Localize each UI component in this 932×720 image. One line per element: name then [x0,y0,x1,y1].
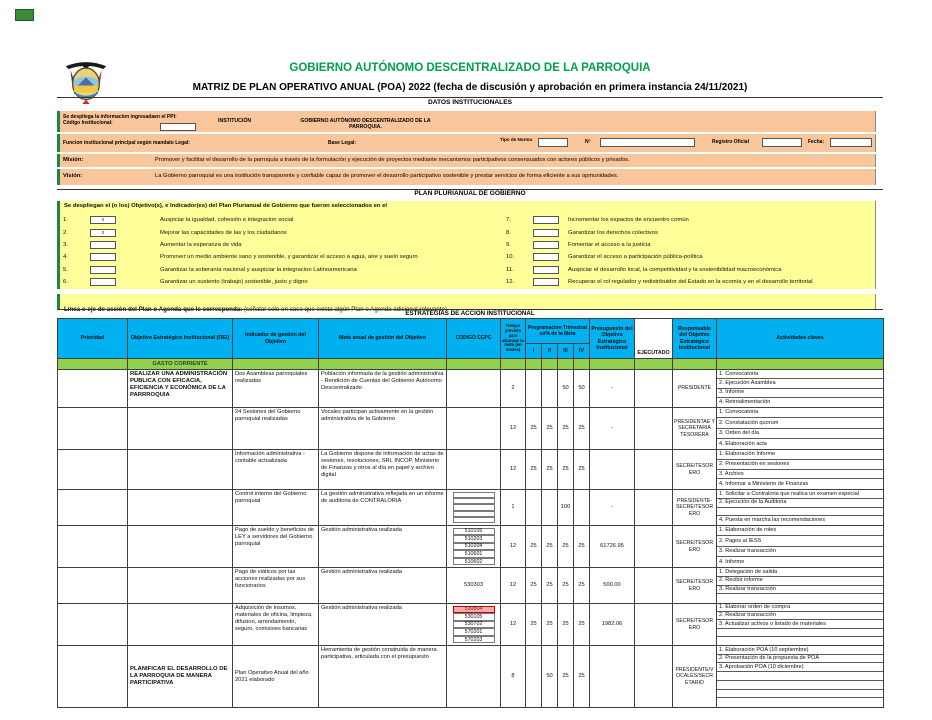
plan-item-text: Fomentar el acceso a la justicia [568,241,651,248]
registro-oficial-input[interactable] [762,138,802,147]
prioridad-cell [58,408,128,450]
actividad-line: 3. Realizar transacción [717,586,883,595]
actividad-line: 1. Elaboración de roles [717,526,883,536]
gasto-corriente-row [58,359,884,370]
presupuesto-cell: 500.00 [590,568,635,604]
gasto-cell [717,359,884,370]
plan-item-text: Garantizar la soberanía nacional y auspiciar la integracion Latinoamericana [160,266,357,273]
plan-item-number: 12. [506,279,515,286]
plan-item-text: Garantizar un sustento (trabajo) sostenible, justo y digno [160,279,308,286]
meta-cell: Gestión administrativa realizada [319,526,447,568]
plan-item-checkbox[interactable] [533,253,559,261]
indicador-cell: Pago de viáticos por las acciones realizadas por sus funcionarios [233,568,319,604]
responsable-text: PRESIDENTE- SECRE/TESOR ERO [675,498,714,517]
prioridad-cell [58,526,128,568]
actividad-line: 2. Ejecución de la Auditoria [717,499,883,508]
plan-item-checkbox[interactable]: x [90,216,116,224]
actividad-line: 2. Constatación quorum [717,418,883,428]
oei-cell [128,450,233,490]
plan-item-number: 4. [63,254,68,261]
actividad-line: 3. Informe [717,389,883,398]
actividad-line: 3. Aprobación POA (10 diciembre) [717,663,883,672]
prioridad-cell [58,568,128,604]
actividad-line [717,594,883,603]
trim-q1-cell: 25 [526,408,542,450]
actividad-line: 3. Orden del día [717,429,883,439]
plan-item-text: Mejorar las capacidades de las y los ciudadanos [160,229,287,236]
col-header-codigo: CODIGO CCPC [447,319,501,359]
actividad-line: 2. Recibir informe [717,577,883,586]
trim-q1-cell: 25 [526,450,542,490]
ejecutado-cell [635,604,673,646]
col-header-responsable: Responsable del Objetivo Estratégico Institucional [673,319,717,359]
oei-cell [128,604,233,646]
trim-q1-cell [526,370,542,408]
plan-item-number: 8. [506,229,511,236]
datos-section-title: DATOS INSTITUCIONALES [427,99,512,106]
actividad-line: 4. Puesta en marcha las recomendaciones [719,517,826,524]
datos-row-institucion [57,111,876,132]
actividad-line [717,690,883,699]
trim-q4-cell: 25 [574,408,590,450]
trim-q2-cell: 25 [542,450,558,490]
oei-cell [128,408,233,450]
plan-item-checkbox[interactable] [533,216,559,224]
gasto-cell [635,359,673,370]
ejecutado-cell [635,526,673,568]
actividad-line: 2. Ejecución Asamblea [717,379,883,388]
plan-item [506,214,874,226]
vision-label: Visión: [63,173,83,179]
gasto-cell [574,359,590,370]
tiempo-cell: 8 [501,646,526,708]
poa-row [58,408,884,450]
responsable-cell [673,646,717,708]
linea-accion-bar [57,294,876,313]
trim-q2-cell: 25 [542,604,558,646]
responsable-cell [673,526,717,568]
plan-item [63,214,501,226]
actividad-line: 2. Presentación de la propuesta de POA [717,655,883,664]
actividad-line [717,672,883,681]
gasto-cell [558,359,574,370]
plan-item-number: 2. [63,229,68,236]
meta-cell: Herramienta de gestión construida de manera participativa, articulada con el presupuesto [319,646,447,708]
col-header-actividades: Actividades claves [717,319,884,359]
poa-row [58,646,884,708]
meta-cell: Gestión administrativa realizada [319,568,447,604]
oei-cell [128,526,233,568]
poa-row [58,370,884,408]
poa-row [58,568,884,604]
registro-oficial-label: Registro Oficial [712,139,749,145]
plan-items-left [63,214,501,288]
col-header-q4: IV [574,343,589,358]
actividades-cell [717,490,884,526]
mision-label: Misión: [63,157,84,163]
codigo-cell [447,370,501,408]
presupuesto-cell: 61726.95 [590,526,635,568]
gasto-cell [447,359,501,370]
actividades-cell [717,450,884,490]
actividades-cell [717,568,884,604]
presupuesto-cell: - [590,490,635,526]
col-header-q2: II [542,343,558,358]
oei-cell: PLANIFICAR EL DESARROLLO DE LA PARROQUIA DE MANERA PARTICIPATIVA [128,646,233,708]
datos-row-legal [57,134,876,152]
actividades-cell [717,408,884,450]
fecha-label: Fecha: [808,139,825,145]
responsable-text: PRESIDENTE [677,385,712,392]
responsable-cell [673,408,717,450]
plan-item [506,239,874,251]
plan-item-text: Aumentar la esperanza de vida [160,241,242,248]
plan-item [63,239,501,251]
tiempo-cell: 12 [501,604,526,646]
trim-q1-cell: 25 [526,568,542,604]
ejecutado-cell [635,490,673,526]
gasto-cell [673,359,717,370]
plan-item-text: Recuperar el rol regulador y redistribuidor del Estado en la ecomía y en el desarrollo territorial [568,279,813,286]
codigo-cell [447,604,501,646]
mision-row [57,154,876,167]
trim-q2-cell: 25 [542,568,558,604]
trim-q2-cell [542,370,558,408]
indicador-cell: Adquisición de insumos, materiales de oficina, limpieza, difusion, arrendamiento, seguro, comisioes bancarias [233,604,319,646]
plan-intro: Se despliegan el (o los) Objetivo(s), e Indicador(es) del Plan Plurianual de Gobierno que fueron seleccionados en el [64,203,388,209]
codigo-box: 510602 [453,558,495,566]
actividad-line [717,508,883,517]
actividad-line: 1. Elaboración POA (10 septiembre) [717,646,883,655]
trim-q4-cell [574,490,590,526]
actividad-line: 3. Actualizar activos o listado de materiales [717,620,883,628]
col-header-tiempo: Tiempo previsto para alcanzar la meta (en meses) [501,319,526,359]
actividad-line: 1. Convocatoria [717,408,883,418]
responsable-cell [673,370,717,408]
trim-q1-cell [526,646,542,708]
indicador-cell: Plan Operativo Anual del año 2021 elaborado [233,646,319,708]
oei-cell [128,490,233,526]
linea-accion-label: Línea o eje de acción del Plan o Agenda que le corresponda: [64,306,243,313]
responsable-text: SECRE/TESOR ERO [675,579,714,592]
responsable-text: PRESIDENTE/V OCALES/SECR ETARIO [675,667,714,686]
trim-q2-cell: 50 [542,646,558,708]
tipo-norma-input[interactable] [538,138,568,147]
trim-q2-cell: 25 [542,526,558,568]
codigo-cell: 530303 [447,568,501,604]
codigo-box: 510203 [453,535,495,543]
numero-input[interactable] [600,138,695,147]
actividad-line: 2. Presentación en sesiones [717,460,883,470]
indicador-cell: Pago de sueldo y beneficios de LEY a servidores del Gobierno parroquial [233,526,319,568]
gasto-cell [233,359,319,370]
trim-q3-cell: 100 [558,490,574,526]
responsable-text: SECRE/TESOR ERO [675,618,714,631]
trim-q3-cell: 25 [558,450,574,490]
codigo-box: 510601 [453,550,495,558]
tiempo-cell: 12 [501,526,526,568]
plan-item [506,251,874,263]
tiempo-cell: 2 [501,370,526,408]
fecha-input[interactable] [830,138,872,147]
codigo-box: 530105 [453,613,495,621]
plan-item-checkbox[interactable] [533,278,559,286]
plan-item-checkbox[interactable] [90,266,116,274]
plan-item-checkbox[interactable] [90,253,116,261]
plan-item [506,226,874,238]
plan-items-right [506,214,874,288]
prioridad-cell [58,450,128,490]
indicador-cell: 24 Sesiones del Gobierno parroquial realizadas [233,408,319,450]
plan-item-checkbox[interactable] [533,241,559,249]
plan-item-checkbox[interactable] [90,241,116,249]
plan-item-number: 11. [506,266,514,273]
plan-plurianual-block [57,201,876,289]
plan-section-title: PLAN PLURIANUAL DE GOBIERNO [414,190,526,197]
trim-q4-cell: 25 [574,450,590,490]
responsable-cell [673,450,717,490]
codigo-box: 510105 [453,528,495,536]
plan-item-checkbox[interactable] [533,229,559,237]
base-legal-label: Base Legal: [328,140,357,146]
codigo-cell [447,450,501,490]
trim-q4-cell: 25 [574,646,590,708]
poa-table [57,318,884,708]
actividad-line: 2. Pagos al IESS [717,536,883,546]
actividad-line: 1. Delegación de salida [717,568,883,577]
codigo-box: 530804 [453,606,495,614]
page-subtitle: MATRIZ DE PLAN OPERATIVO ANUAL (POA) 2022 (fecha de discusión y aprobación en primera instancia 24/11/2021) [192,82,748,93]
trim-q4-cell: 25 [574,568,590,604]
trim-q3-cell: 25 [558,604,574,646]
responsable-cell [673,568,717,604]
actividades-cell [717,526,884,568]
actividad-line: 4. Informar a Ministerio de Finanzas [719,480,809,487]
actividad-line [717,681,883,690]
linea-accion-note: (señalar solo en caso que exista algún Plan o Agenda adicional relevante) [242,306,447,313]
codigo-box: 570201 [453,628,495,636]
gasto-cell [501,359,526,370]
responsable-cell [673,490,717,526]
codigo-box [453,517,495,523]
trim-q4-cell: 50 [574,370,590,408]
responsable-text: PRESIDENTAE Y SECRETARIA TESORERA [673,419,716,438]
plan-item-number: 5. [63,266,68,273]
col-header-meta: Meta anual de gestión del Objetivo [319,319,447,359]
trim-q3-cell: 25 [558,568,574,604]
estrategias-section-title: ESTRATEGIAS DE ACCION INSTITUCIONAL [405,310,535,317]
col-header-prioridad: Prioridad [58,319,128,359]
indicador-cell: Información administrativa - contable actualizada [233,450,319,490]
trim-q4-cell: 25 [574,604,590,646]
col-header-trimestral-group [526,319,590,359]
col-header-ejecutado: EJECUTADO [635,319,673,359]
trim-q1-cell: 25 [526,526,542,568]
institucion-value: GOBIERNO AUTÓNOMO DESCENTRALIZADO DE LA PARROQUIA. [300,118,431,130]
responsable-cell [673,604,717,646]
poa-table-body [58,370,884,708]
institucion-label: INSTITUCIÓN [218,118,252,124]
oei-cell: REALIZAR UNA ADMINISTRACIÓN PUBLICA CON EFICACIA, EFICIENCIA Y ECONÓMICA DE LA PARRROQUIA [128,370,233,408]
trim-q1-cell: 25 [526,604,542,646]
actividad-line: 1. Elaboración Informe [717,450,883,460]
actividad-line: 3. Realizar transacción [717,547,883,557]
plan-item-checkbox[interactable]: x [90,229,116,237]
prioridad-cell [58,604,128,646]
presupuesto-cell: - [590,370,635,408]
trim-q3-cell: 25 [558,408,574,450]
codigo-institucional-label: Se despliega la informacion ingresadaen el PPI: Código Institucional: [63,114,177,126]
trim-q2-cell [542,490,558,526]
codigo-box: 530702 [453,621,495,629]
actividad-line: 3. Archivo [717,470,883,480]
col-header-oei: Objetivo Estratégico Institucional (OEI) [128,319,233,359]
gasto-cell [542,359,558,370]
trim-q3-cell: 50 [558,370,574,408]
col-header-q1: I [526,343,542,358]
poa-table-header [58,319,884,359]
codigo-box: 570203 [453,636,495,644]
presupuesto-cell [590,450,635,490]
trim-q3-cell: 25 [558,646,574,708]
plan-item [63,276,501,288]
ejecutado-cell [635,408,673,450]
actividad-line: 2. Realizar transacción [717,612,883,620]
codigo-cell [447,490,501,526]
col-header-trimestral: Programación Trimestral en% de la Meta [526,319,589,343]
responsable-text: SECRE/TESOR ERO [675,540,714,553]
actividad-line: 4. Retroalimentación [719,399,771,406]
trim-q1-cell [526,490,542,526]
ejecutado-cell [635,450,673,490]
plan-item-text: Garantizar el acceso a participación pública-política [568,254,703,261]
plan-item-number: 7. [506,217,511,224]
meta-cell: Gestión administrativa realizada [319,604,447,646]
meta-cell: La gestión administrativa reflejada en un informe de auditoria de CONTRALORIA [319,490,447,526]
presupuesto-cell: - [590,408,635,450]
codigo-cell [447,408,501,450]
actividad-line: 1. Solicitar a Contraloria que realica un examen especial [717,490,883,499]
codigo-cell [447,526,501,568]
actividad-line: 1. Elaborar orden de compra [717,604,883,612]
gasto-cell [526,359,542,370]
indicador-cell: Dos Asambleas parroquiales realizadas [233,370,319,408]
meta-cell: La Gobierno dispone de información de actas de sesiones, resoluciones, SRI, INCOP, Ministerio de Finanzas y otros al día en papel y archivo digital [319,450,447,490]
plan-item-number: 1. [63,217,68,224]
plan-item-text: Promover un medio ambiente sano y sostenible, y garantizar el acceso a agua, aire y suelo seguro [160,254,418,261]
codigo-institucional-input[interactable] [160,123,196,131]
actividades-cell [717,646,884,708]
ejecutado-cell [635,370,673,408]
codigo-cell [447,646,501,708]
plan-item-number: 9. [506,241,511,248]
vision-text: La Gobierno parroquial es una institución transparente y confiable capaz de promover el desarrollo participativo sostenible y prestar servicios de forma eficiente a sus opmunidades. [155,173,619,179]
tipo-norma-label: Tipo de Norma [499,137,533,142]
meta-cell: Población informada de la gestión administrativa - Rendición de Cuentas del Gobierno Autónomo Descentralizado [319,370,447,408]
presupuesto-cell: 1982.06 [590,604,635,646]
numero-label: Nº [585,139,591,145]
prioridad-cell [58,646,128,708]
gasto-cell [319,359,447,370]
oei-cell [128,568,233,604]
mision-text: Promover y facilitar el desarrollo de la parroquia a través de la formulación y ejecución de proyectos mediante mecanismos participativos consensuados con actores públicos y privados. [155,157,630,163]
actividades-cell [717,370,884,408]
col-header-indicador: Indicador de gestión del Objetivo [233,319,319,359]
plan-item-text: Garantizar los derechos colectivos [568,229,659,236]
col-header-presupuesto: Presupuesto del Objetivo Estratégico Institucional [590,319,635,359]
poa-row [58,526,884,568]
plan-item-number: 10. [506,254,515,261]
trim-q4-cell: 25 [574,526,590,568]
plan-item-checkbox[interactable] [90,278,116,286]
indicador-cell: Control interno del Gobierno parroquial [233,490,319,526]
gasto-corriente-label: GASTO CORRIENTE [128,359,233,370]
prioridad-cell [58,370,128,408]
actividad-line: 1. Convocatoria [717,370,883,379]
ejecutado-cell [635,568,673,604]
prioridad-cell [58,490,128,526]
ejecutado-cell [635,646,673,708]
tiempo-cell: 12 [501,450,526,490]
actividad-line [717,629,883,637]
page-title: GOBIERNO AUTÓNOMO DESCENTRALIZADO DE LA PARROQUIA [289,62,651,74]
trim-q2-cell: 25 [542,408,558,450]
plan-item-checkbox[interactable] [533,266,559,274]
actividad-line [717,637,883,645]
poa-row [58,490,884,526]
plan-item [506,276,874,288]
tiempo-cell: 1 [501,490,526,526]
section-divider [57,97,883,98]
codigo-box: 510204 [453,543,495,551]
trim-q3-cell: 25 [558,526,574,568]
sheet-corner-marker [15,9,34,21]
actividad-line [717,698,883,707]
poa-row [58,450,884,490]
actividad-line: 4. Elaboración acta [719,440,767,447]
plan-item-number: 6. [63,279,68,286]
presupuesto-cell [590,646,635,708]
funcion-institucional-label: Funcion institucional principal según mandato Legal: [63,140,190,146]
poa-row [58,604,884,646]
plan-item-text: Incrementar los espacios de encuentro común [568,217,689,224]
tiempo-cell: 12 [501,568,526,604]
plan-item-text: Auspiciar el desarrollo local, la competitividad y la sostenibilidad macroeconómica [568,266,782,273]
plan-item [63,264,501,276]
actividad-line: 4. Informe [719,558,745,565]
gasto-cell [590,359,635,370]
col-header-q3: III [558,343,574,358]
plan-item [63,226,501,238]
plan-item-text: Auspiciar la igualdad, cohesión e integracion social [160,217,294,224]
actividades-cell [717,604,884,646]
responsable-text: SECRE/TESOR ERO [675,463,714,476]
tiempo-cell: 12 [501,408,526,450]
vision-row [57,169,876,185]
plan-item-number: 3. [63,241,68,248]
plan-item [506,264,874,276]
meta-cell: Vocales participan activamente en la gestión administrativa de la Gobierno [319,408,447,450]
plan-item [63,251,501,263]
